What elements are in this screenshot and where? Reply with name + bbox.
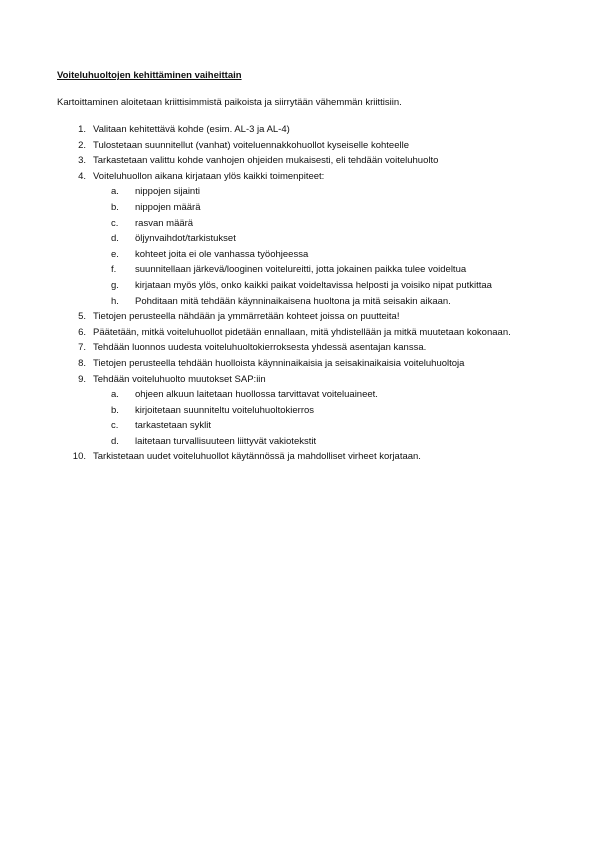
sub-list-item-text: ohjeen alkuun laitetaan huollossa tarvittavat voiteluaineet.	[135, 389, 378, 401]
sub-list-item-letter: d.	[111, 435, 119, 447]
list-item-text: Tarkistetaan uudet voiteluhuollot käytännössä ja mahdolliset virheet korjataan.	[93, 451, 421, 463]
sub-list-item	[93, 403, 547, 419]
sub-list-item-text: kirjoitetaan suunniteltu voiteluhuoltokierros	[135, 404, 315, 416]
list-item-number: 9.	[78, 373, 86, 385]
sub-list-item-text: suunnitellaan järkevä/looginen voitelureitti, jotta jokainen paikka tulee voideltua	[135, 264, 467, 276]
sub-list-item-letter: d.	[111, 233, 119, 245]
list-item-text: Tarkastetaan valittu kohde vanhojen ohjeiden mukaisesti, eli tehdään voiteluhuolto	[93, 155, 439, 167]
sub-list-item-letter: e.	[111, 248, 119, 260]
intro-paragraph: Kartoittaminen aloitetaan kriittisimmistä paikoista ja siirrytään vähemmän kriittisiin.	[57, 97, 402, 108]
sub-list-item-letter: a.	[111, 389, 119, 401]
sub-list-item	[93, 418, 547, 434]
sub-list-item-letter: a.	[111, 186, 119, 198]
sub-list-item-text: kirjataan myös ylös, onko kaikki paikat voideltavissa helposti ja voisiko nipat putkittaa	[135, 279, 492, 291]
document-title: Voiteluhuoltojen kehittäminen vaiheittain	[57, 70, 242, 81]
sub-list-item	[93, 387, 547, 403]
sub-list-item	[93, 294, 547, 310]
list-item-number: 5.	[78, 311, 86, 323]
sub-list-item	[93, 184, 547, 200]
list-item-text: Tietojen perusteella nähdään ja ymmärretään kohteet joissa on puutteita!	[93, 311, 400, 323]
sub-list-item	[93, 200, 547, 216]
sub-list-item-text: Pohditaan mitä tehdään käynninaikaisena huoltona ja mitä seisakin aikaan.	[135, 295, 451, 307]
sub-list-item-letter: c.	[111, 420, 119, 432]
list-item	[57, 122, 547, 138]
list-item-number: 10.	[72, 451, 86, 463]
list-item	[57, 449, 547, 465]
list-item-text: Tehdään luonnos uudesta voiteluhuoltokierroksesta yhdessä asentajan kanssa.	[93, 342, 427, 354]
sub-list-item-text: rasvan määrä	[135, 217, 194, 229]
list-item	[57, 340, 547, 356]
list-item-text: Voiteluhuollon aikana kirjataan ylös kaikki toimenpiteet:	[93, 170, 325, 182]
sub-list-item	[93, 434, 547, 450]
list-item	[57, 153, 547, 169]
sub-list-item-letter: b.	[111, 404, 119, 416]
list-item	[57, 325, 513, 341]
list-item	[57, 138, 547, 154]
list-item-number: 8.	[78, 357, 86, 369]
sub-list-item-letter: g.	[111, 279, 119, 291]
list-item-number: 1.	[78, 124, 86, 135]
sub-list-item	[93, 216, 547, 232]
sub-list	[93, 184, 547, 309]
sub-list-item	[93, 278, 547, 294]
list-item	[57, 372, 547, 450]
list-item-text: Tehdään voiteluhuolto muutokset SAP:iin	[93, 373, 266, 385]
sub-list-item-letter: f.	[111, 264, 117, 276]
sub-list-item-text: nippojen sijainti	[135, 186, 200, 198]
list-item	[57, 169, 547, 309]
sub-list-item-letter: b.	[111, 201, 119, 213]
list-item-text: Tulostetaan suunnitellut (vanhat) voiteluennakkohuollot kyseiselle kohteelle	[93, 139, 409, 151]
list-item	[57, 356, 547, 372]
sub-list-item-text: nippojen määrä	[135, 201, 201, 213]
sub-list-item	[93, 262, 547, 278]
sub-list-item-text: öljynvaihdot/tarkistukset	[135, 233, 236, 245]
list-item-text: Päätetään, mitkä voiteluhuollot pidetään ennallaan, mitä yhdistellään ja mitkä muutetaan kokonaan.	[93, 326, 511, 338]
list-item	[57, 309, 547, 325]
list-item-number: 2.	[78, 139, 86, 151]
sub-list-item-letter: c.	[111, 217, 119, 229]
steps-list	[57, 122, 547, 465]
list-item-number: 7.	[78, 342, 86, 354]
sub-list-item-text: tarkastetaan syklit	[135, 420, 212, 432]
list-item-text: Valitaan kehitettävä kohde (esim. AL-3 ja AL-4)	[93, 124, 290, 135]
list-item-number: 4.	[78, 170, 86, 182]
list-item-number: 6.	[78, 326, 86, 338]
sub-list-item	[93, 247, 547, 263]
sub-list-item-text: laitetaan turvallisuuteen liittyvät vakiotekstit	[135, 435, 317, 447]
sub-list-item-text: kohteet joita ei ole vanhassa työohjeessa	[135, 248, 309, 260]
sub-list	[93, 387, 547, 449]
list-item-text: Tietojen perusteella tehdään huolloista käynninaikaisia ja seisakinaikaisia voiteluhuoltoja	[93, 357, 465, 369]
sub-list-item	[93, 231, 547, 247]
list-item-number: 3.	[78, 155, 86, 167]
sub-list-item-letter: h.	[111, 295, 119, 307]
